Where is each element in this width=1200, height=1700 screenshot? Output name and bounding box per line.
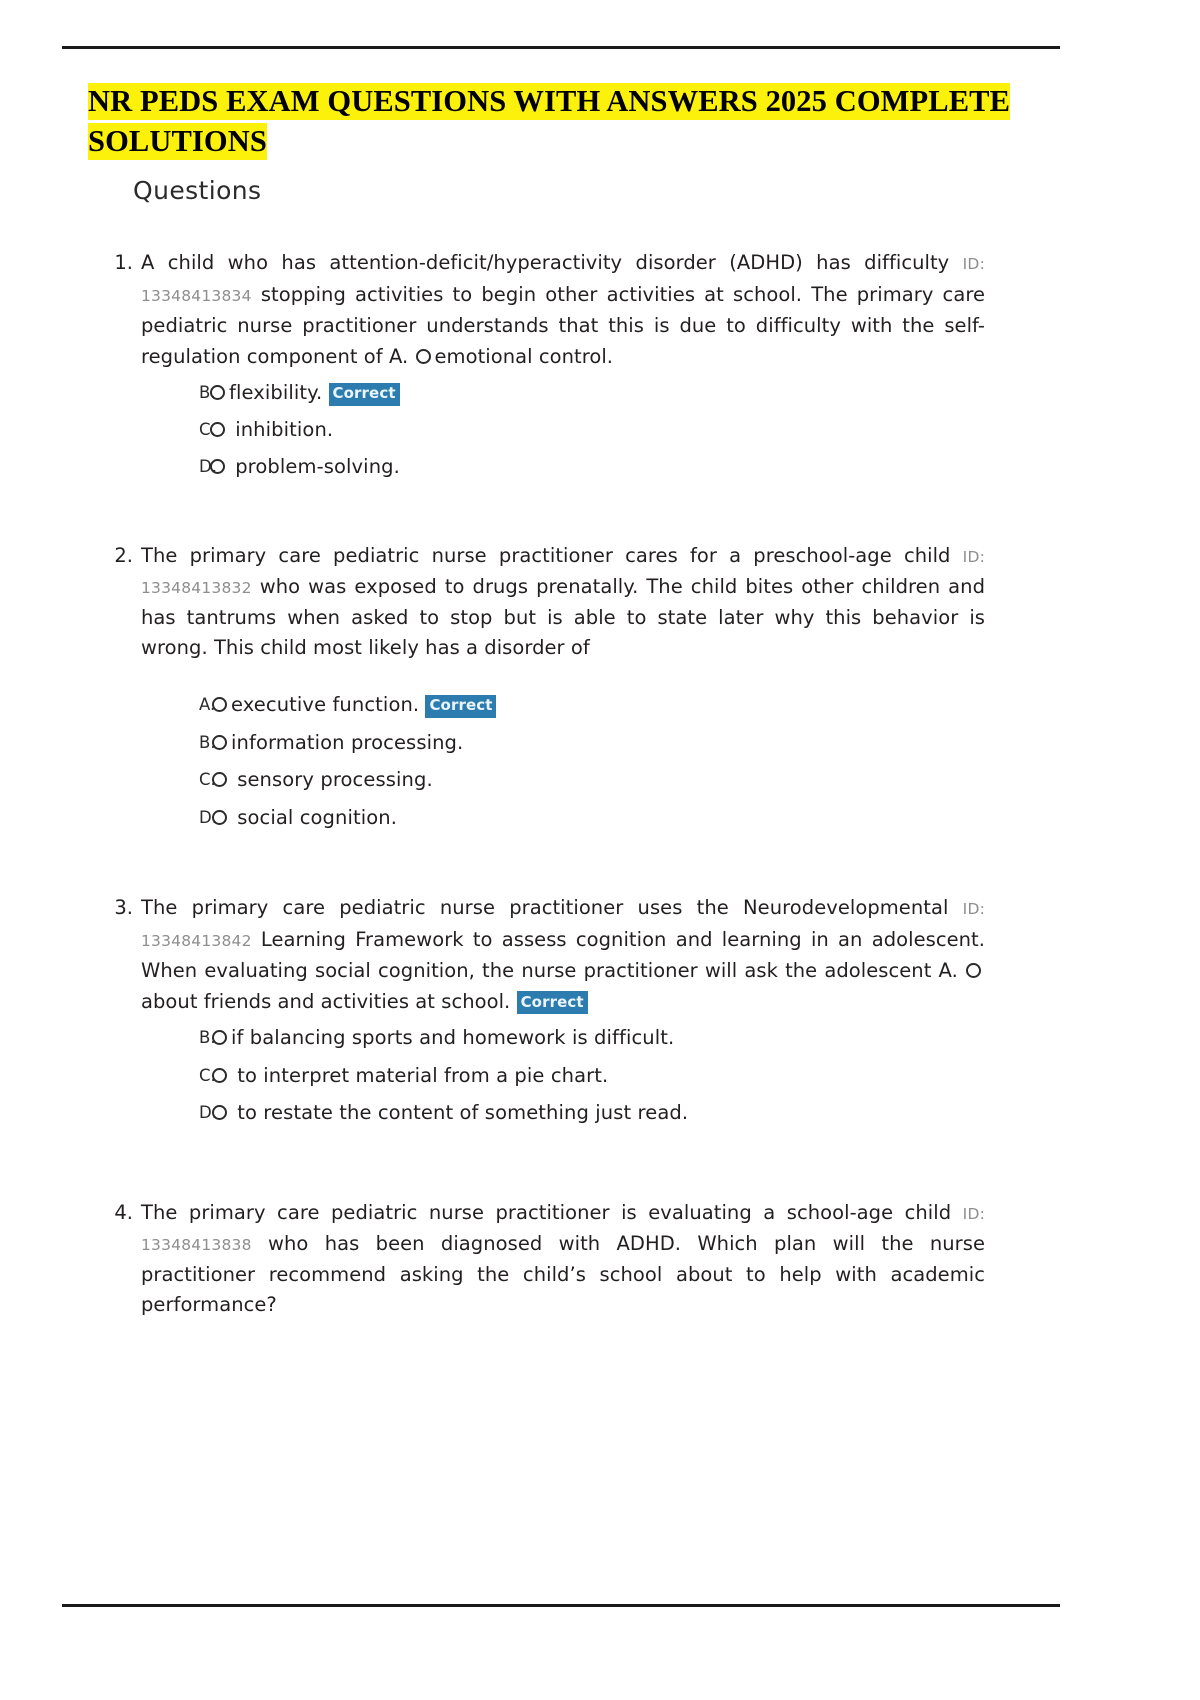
questions-list: [0, 248, 1200, 1320]
question-stem-part-1: The primary care pediatric nurse practitioner is evaluating a school-age child: [141, 1200, 952, 1224]
question-stem-part-1: A child who has attention-deficit/hyperactivity disorder (ADHD) has difficulty: [141, 251, 950, 274]
footer-rule: [62, 1604, 1060, 1607]
question-item: [0, 248, 1200, 485]
question-stem-part-2: who has been diagnosed with ADHD. Which plan will the nurse practitioner recommend asking the child’s school about to help with academic performance?: [141, 1231, 985, 1316]
document-title-line-2: SOLUTIONS: [88, 124, 267, 159]
question-text: [141, 541, 985, 663]
question-id-value: 13348413832: [141, 579, 252, 597]
option-letter: C.: [199, 1065, 216, 1085]
question-id-value: 13348413842: [141, 931, 252, 950]
question-stem-part-2: who was exposed to drugs prenatally. The child bites other children and has tantrums when asked to stop but is able to state later why this behavior is wrong. This child most likely has a disorder of: [141, 575, 985, 659]
question-id-label: ID:: [962, 1204, 986, 1223]
question-item: [0, 893, 1200, 1132]
question-stem-part-2: stopping activities to begin other activities at school. The primary care pediatric nurse practitioner understands that this is due to difficulty with the self-regulation component of A.: [141, 282, 986, 368]
option-row[interactable]: [141, 374, 985, 411]
inline-option-label: about friends and activities at school.: [141, 989, 511, 1013]
option-label: inhibition.: [235, 418, 334, 441]
question-body: [114, 1198, 986, 1320]
option-letter: B.: [199, 732, 216, 752]
option-letter: D.: [199, 457, 217, 476]
radio-button-icon[interactable]: [966, 963, 981, 978]
question-item: [0, 541, 1200, 836]
option-row[interactable]: [141, 1094, 985, 1132]
option-label: social cognition.: [237, 805, 398, 829]
inline-option-label: emotional control.: [434, 344, 614, 368]
option-row[interactable]: [141, 799, 985, 837]
section-heading: Questions: [133, 176, 262, 205]
option-list: [141, 686, 985, 836]
correct-badge: Correct: [329, 383, 400, 406]
question-id-value: 13348413838: [141, 1235, 252, 1254]
correct-badge: Correct: [425, 695, 496, 718]
option-label: to restate the content of something just read.: [237, 1101, 689, 1124]
question-body: [114, 893, 986, 1132]
option-row[interactable]: [141, 1057, 985, 1095]
question-body: [114, 541, 986, 836]
header-rule: [62, 46, 1060, 49]
option-label: flexibility.: [229, 381, 323, 404]
option-row[interactable]: [141, 1019, 985, 1057]
option-letter: D.: [199, 807, 217, 827]
option-letter: C.: [199, 770, 216, 789]
option-label: sensory processing.: [237, 768, 433, 791]
option-label: to interpret material from a pie chart.: [237, 1063, 609, 1087]
option-letter: C.: [199, 420, 216, 439]
option-list: [141, 374, 985, 485]
question-number: 1.: [114, 251, 133, 274]
option-label: information processing.: [231, 730, 464, 754]
question-stem-part-2: Learning Framework to assess cognition and learning in an adolescent. When evaluating social cognition, the nurse practitioner will ask the adolescent A.: [141, 927, 985, 982]
document-title: [88, 82, 1048, 162]
question-id-label: ID:: [962, 548, 986, 566]
question-stem-part-1: The primary care pediatric nurse practitioner uses the Neurodevelopmental: [141, 896, 949, 919]
option-label: if balancing sports and homework is difficult.: [231, 1026, 675, 1049]
question-id-label: ID:: [962, 255, 985, 273]
option-row[interactable]: [141, 686, 985, 724]
option-letter: D.: [199, 1103, 217, 1122]
document-title-line-1: NR PEDS EXAM QUESTIONS WITH ANSWERS 2025 COMPLETE: [88, 84, 1011, 119]
question-text: [141, 893, 985, 1017]
correct-badge: Correct: [517, 991, 588, 1014]
question-text: [141, 248, 985, 372]
question-id-value: 13348413834: [141, 286, 252, 305]
option-label: problem-solving.: [235, 455, 400, 478]
question-item: [0, 1198, 1200, 1320]
option-label: executive function.: [231, 693, 420, 716]
question-number: 2.: [114, 544, 133, 567]
option-row[interactable]: [141, 411, 985, 448]
question-stem-part-1: The primary care pediatric nurse practitioner cares for a preschool-age child: [141, 544, 951, 567]
option-letter: B.: [199, 383, 216, 402]
option-letter: A.: [199, 695, 216, 714]
option-row[interactable]: [141, 761, 985, 799]
option-row[interactable]: [141, 724, 985, 762]
option-row[interactable]: [141, 448, 985, 485]
question-body: [114, 248, 986, 485]
radio-button-icon[interactable]: [416, 349, 431, 364]
option-list: [141, 1019, 985, 1132]
question-number: 3.: [114, 896, 133, 919]
question-text: [141, 1198, 985, 1320]
question-id-label: ID:: [962, 900, 986, 918]
option-letter: B.: [199, 1028, 216, 1047]
question-number: 4.: [114, 1200, 133, 1224]
